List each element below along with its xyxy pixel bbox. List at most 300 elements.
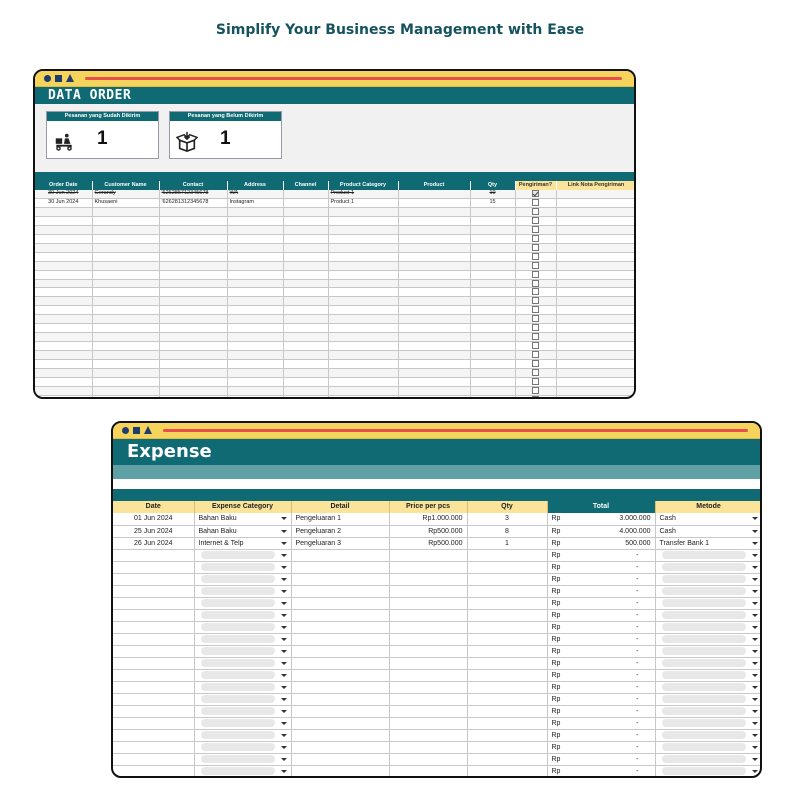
contact-cell[interactable]: '626285712345678 — [159, 190, 227, 198]
order-date-cell[interactable] — [35, 297, 92, 306]
qty-cell[interactable] — [470, 252, 515, 261]
contact-cell[interactable] — [159, 225, 227, 234]
qty-cell[interactable] — [467, 705, 547, 717]
qty-cell[interactable]: 1 — [467, 537, 547, 549]
qty-cell[interactable] — [467, 561, 547, 573]
address-cell[interactable] — [227, 306, 283, 315]
order-date-cell[interactable] — [35, 216, 92, 225]
channel-cell[interactable] — [283, 279, 328, 288]
product-cell[interactable] — [398, 333, 470, 342]
product-cell[interactable] — [398, 216, 470, 225]
method-dropdown[interactable] — [655, 753, 762, 765]
shipped-checkbox[interactable] — [532, 333, 539, 340]
category-cell[interactable]: Product 1 — [328, 190, 398, 198]
link-cell[interactable] — [556, 378, 636, 387]
dropdown-caret-icon[interactable] — [281, 554, 287, 557]
product-cell[interactable] — [398, 270, 470, 279]
link-cell[interactable] — [556, 360, 636, 369]
customer-cell[interactable] — [92, 252, 159, 261]
order-date-cell[interactable]: 30 Jun 2024 — [35, 198, 92, 207]
qty-cell[interactable] — [470, 378, 515, 387]
category-cell[interactable] — [328, 395, 398, 399]
detail-cell[interactable] — [291, 645, 389, 657]
address-cell[interactable] — [227, 234, 283, 243]
contact-cell[interactable] — [159, 378, 227, 387]
qty-cell[interactable]: 3 — [467, 513, 547, 525]
order-date-cell[interactable] — [35, 360, 92, 369]
expense-date-cell[interactable]: 25 Jun 2024 — [113, 525, 194, 537]
price-cell[interactable] — [389, 549, 467, 561]
channel-cell[interactable] — [283, 333, 328, 342]
qty-cell[interactable] — [470, 333, 515, 342]
dropdown-caret-icon[interactable] — [752, 554, 758, 557]
price-cell[interactable] — [389, 561, 467, 573]
detail-cell[interactable] — [291, 765, 389, 777]
expense-category-dropdown[interactable] — [194, 681, 291, 693]
contact-cell[interactable] — [159, 315, 227, 324]
customer-cell[interactable] — [92, 386, 159, 395]
detail-cell[interactable] — [291, 549, 389, 561]
channel-cell[interactable] — [283, 225, 328, 234]
link-cell[interactable] — [556, 207, 636, 216]
address-cell[interactable] — [227, 315, 283, 324]
dropdown-caret-icon[interactable] — [752, 542, 758, 545]
expense-category-dropdown[interactable] — [194, 741, 291, 753]
link-cell[interactable] — [556, 279, 636, 288]
expense-category-dropdown[interactable] — [194, 669, 291, 681]
shipped-checkbox[interactable] — [532, 253, 539, 260]
channel-cell[interactable] — [283, 207, 328, 216]
price-cell[interactable]: Rp1.000.000 — [389, 513, 467, 525]
expense-category-dropdown[interactable] — [194, 597, 291, 609]
method-dropdown[interactable] — [655, 645, 762, 657]
contact-cell[interactable] — [159, 216, 227, 225]
dropdown-caret-icon[interactable] — [281, 722, 287, 725]
order-date-cell[interactable] — [35, 386, 92, 395]
method-dropdown[interactable] — [655, 729, 762, 741]
detail-cell[interactable] — [291, 621, 389, 633]
qty-cell[interactable] — [467, 765, 547, 777]
detail-cell[interactable] — [291, 693, 389, 705]
order-date-cell[interactable] — [35, 288, 92, 297]
product-cell[interactable] — [398, 386, 470, 395]
channel-cell[interactable] — [283, 395, 328, 399]
shipped-checkbox[interactable] — [532, 306, 539, 313]
order-date-cell[interactable] — [35, 369, 92, 378]
channel-cell[interactable] — [283, 288, 328, 297]
dropdown-caret-icon[interactable] — [281, 517, 287, 520]
contact-cell[interactable] — [159, 279, 227, 288]
detail-cell[interactable]: Pengeluaran 3 — [291, 537, 389, 549]
customer-cell[interactable] — [92, 342, 159, 351]
link-cell[interactable] — [556, 297, 636, 306]
contact-cell[interactable] — [159, 342, 227, 351]
price-cell[interactable] — [389, 645, 467, 657]
shipped-checkbox[interactable] — [532, 369, 539, 376]
address-cell[interactable] — [227, 333, 283, 342]
expense-category-dropdown[interactable] — [194, 729, 291, 741]
channel-cell[interactable] — [283, 306, 328, 315]
method-dropdown[interactable] — [655, 765, 762, 777]
qty-cell[interactable] — [470, 207, 515, 216]
link-cell[interactable] — [556, 342, 636, 351]
customer-cell[interactable] — [92, 288, 159, 297]
price-cell[interactable] — [389, 633, 467, 645]
price-cell[interactable] — [389, 693, 467, 705]
qty-cell[interactable] — [470, 324, 515, 333]
category-cell[interactable] — [328, 306, 398, 315]
method-dropdown[interactable] — [655, 657, 762, 669]
shipped-checkbox[interactable] — [532, 199, 539, 206]
qty-cell[interactable] — [470, 315, 515, 324]
dropdown-caret-icon[interactable] — [752, 602, 758, 605]
expense-category-dropdown[interactable] — [194, 645, 291, 657]
contact-cell[interactable] — [159, 207, 227, 216]
order-date-cell[interactable] — [35, 270, 92, 279]
order-date-cell[interactable] — [35, 333, 92, 342]
category-cell[interactable] — [328, 342, 398, 351]
order-date-cell[interactable] — [35, 243, 92, 252]
category-cell[interactable] — [328, 288, 398, 297]
detail-cell[interactable] — [291, 561, 389, 573]
qty-cell[interactable] — [470, 261, 515, 270]
expense-category-dropdown[interactable] — [194, 693, 291, 705]
method-dropdown[interactable] — [655, 585, 762, 597]
channel-cell[interactable] — [283, 360, 328, 369]
contact-cell[interactable] — [159, 297, 227, 306]
product-cell[interactable] — [398, 279, 470, 288]
qty-cell[interactable] — [467, 573, 547, 585]
dropdown-caret-icon[interactable] — [752, 734, 758, 737]
order-date-cell[interactable] — [35, 207, 92, 216]
method-dropdown[interactable] — [655, 693, 762, 705]
qty-cell[interactable] — [470, 234, 515, 243]
expense-category-dropdown[interactable] — [194, 609, 291, 621]
qty-cell[interactable]: 10 — [470, 190, 515, 198]
contact-cell[interactable] — [159, 360, 227, 369]
address-cell[interactable] — [227, 297, 283, 306]
expense-category-dropdown[interactable] — [194, 537, 291, 549]
method-dropdown[interactable] — [655, 705, 762, 717]
contact-cell[interactable] — [159, 324, 227, 333]
dropdown-caret-icon[interactable] — [281, 626, 287, 629]
product-cell[interactable] — [398, 360, 470, 369]
qty-cell[interactable]: 15 — [470, 198, 515, 207]
customer-cell[interactable] — [92, 243, 159, 252]
qty-cell[interactable] — [467, 681, 547, 693]
contact-cell[interactable] — [159, 395, 227, 399]
category-cell[interactable] — [328, 369, 398, 378]
expense-date-cell[interactable] — [113, 585, 194, 597]
link-cell[interactable] — [556, 333, 636, 342]
expense-date-cell[interactable] — [113, 741, 194, 753]
dropdown-caret-icon[interactable] — [281, 530, 287, 533]
expense-date-cell[interactable] — [113, 669, 194, 681]
link-cell[interactable] — [556, 351, 636, 360]
price-cell[interactable] — [389, 621, 467, 633]
method-dropdown[interactable] — [655, 633, 762, 645]
contact-cell[interactable] — [159, 252, 227, 261]
dropdown-caret-icon[interactable] — [281, 662, 287, 665]
contact-cell[interactable] — [159, 261, 227, 270]
method-dropdown[interactable] — [655, 621, 762, 633]
qty-cell[interactable] — [470, 270, 515, 279]
detail-cell[interactable] — [291, 633, 389, 645]
qty-cell[interactable] — [470, 297, 515, 306]
shipped-checkbox[interactable] — [532, 244, 539, 251]
detail-cell[interactable] — [291, 705, 389, 717]
expense-date-cell[interactable] — [113, 621, 194, 633]
product-cell[interactable] — [398, 207, 470, 216]
price-cell[interactable] — [389, 729, 467, 741]
product-cell[interactable] — [398, 288, 470, 297]
detail-cell[interactable] — [291, 729, 389, 741]
order-date-cell[interactable]: 30 Jun 2024 — [35, 190, 92, 198]
product-cell[interactable] — [398, 342, 470, 351]
link-cell[interactable] — [556, 270, 636, 279]
contact-cell[interactable] — [159, 333, 227, 342]
dropdown-caret-icon[interactable] — [752, 626, 758, 629]
shipped-checkbox[interactable] — [532, 297, 539, 304]
category-cell[interactable] — [328, 333, 398, 342]
expense-date-cell[interactable] — [113, 693, 194, 705]
qty-cell[interactable] — [470, 360, 515, 369]
detail-cell[interactable] — [291, 573, 389, 585]
dropdown-caret-icon[interactable] — [752, 674, 758, 677]
link-cell[interactable] — [556, 216, 636, 225]
dropdown-caret-icon[interactable] — [281, 758, 287, 761]
detail-cell[interactable] — [291, 669, 389, 681]
shipped-checkbox[interactable] — [532, 360, 539, 367]
dropdown-caret-icon[interactable] — [752, 650, 758, 653]
channel-cell[interactable] — [283, 386, 328, 395]
detail-cell[interactable] — [291, 717, 389, 729]
qty-cell[interactable] — [470, 216, 515, 225]
category-cell[interactable]: Product 1 — [328, 198, 398, 207]
qty-cell[interactable] — [470, 342, 515, 351]
link-cell[interactable] — [556, 369, 636, 378]
order-date-cell[interactable] — [35, 261, 92, 270]
expense-date-cell[interactable] — [113, 705, 194, 717]
price-cell[interactable] — [389, 705, 467, 717]
address-cell[interactable] — [227, 243, 283, 252]
shipped-checkbox[interactable] — [532, 226, 539, 233]
shipped-checkbox[interactable] — [532, 324, 539, 331]
link-cell[interactable] — [556, 198, 636, 207]
link-cell[interactable] — [556, 324, 636, 333]
address-cell[interactable] — [227, 386, 283, 395]
expense-date-cell[interactable] — [113, 729, 194, 741]
detail-cell[interactable]: Pengeluaran 1 — [291, 513, 389, 525]
address-cell[interactable] — [227, 216, 283, 225]
expense-date-cell[interactable] — [113, 657, 194, 669]
dropdown-caret-icon[interactable] — [752, 638, 758, 641]
dropdown-caret-icon[interactable] — [752, 578, 758, 581]
address-cell[interactable] — [227, 395, 283, 399]
product-cell[interactable] — [398, 378, 470, 387]
channel-cell[interactable] — [283, 243, 328, 252]
dropdown-caret-icon[interactable] — [752, 590, 758, 593]
qty-cell[interactable] — [467, 597, 547, 609]
customer-cell[interactable] — [92, 324, 159, 333]
expense-date-cell[interactable] — [113, 717, 194, 729]
price-cell[interactable] — [389, 765, 467, 777]
expense-date-cell[interactable] — [113, 549, 194, 561]
product-cell[interactable] — [398, 198, 470, 207]
product-cell[interactable] — [398, 315, 470, 324]
address-cell[interactable] — [227, 252, 283, 261]
address-cell[interactable] — [227, 378, 283, 387]
shipped-checkbox[interactable] — [532, 271, 539, 278]
qty-cell[interactable] — [467, 693, 547, 705]
channel-cell[interactable] — [283, 324, 328, 333]
category-cell[interactable] — [328, 378, 398, 387]
address-cell[interactable]: WA — [227, 190, 283, 198]
qty-cell[interactable] — [467, 753, 547, 765]
shipped-checkbox[interactable] — [532, 378, 539, 385]
customer-cell[interactable]: Gerandy — [92, 190, 159, 198]
product-cell[interactable] — [398, 306, 470, 315]
method-dropdown[interactable] — [655, 717, 762, 729]
method-dropdown[interactable] — [655, 741, 762, 753]
shipped-checkbox[interactable] — [532, 315, 539, 322]
address-cell[interactable] — [227, 369, 283, 378]
contact-cell[interactable] — [159, 288, 227, 297]
customer-cell[interactable] — [92, 279, 159, 288]
customer-cell[interactable] — [92, 216, 159, 225]
channel-cell[interactable] — [283, 190, 328, 198]
category-cell[interactable] — [328, 216, 398, 225]
dropdown-caret-icon[interactable] — [281, 542, 287, 545]
expense-category-dropdown[interactable] — [194, 525, 291, 537]
address-cell[interactable] — [227, 279, 283, 288]
link-cell[interactable] — [556, 306, 636, 315]
shipped-checkbox[interactable] — [532, 396, 539, 399]
price-cell[interactable] — [389, 609, 467, 621]
expense-category-dropdown[interactable] — [194, 657, 291, 669]
contact-cell[interactable] — [159, 351, 227, 360]
shipped-checkbox[interactable] — [532, 280, 539, 287]
category-cell[interactable] — [328, 324, 398, 333]
customer-cell[interactable] — [92, 315, 159, 324]
dropdown-caret-icon[interactable] — [281, 770, 287, 773]
dropdown-caret-icon[interactable] — [281, 590, 287, 593]
product-cell[interactable] — [398, 234, 470, 243]
qty-cell[interactable] — [470, 386, 515, 395]
shipped-checkbox[interactable] — [532, 190, 539, 197]
customer-cell[interactable] — [92, 360, 159, 369]
method-dropdown[interactable] — [655, 549, 762, 561]
channel-cell[interactable] — [283, 297, 328, 306]
address-cell[interactable] — [227, 351, 283, 360]
address-cell[interactable] — [227, 324, 283, 333]
dropdown-caret-icon[interactable] — [281, 674, 287, 677]
qty-cell[interactable] — [467, 741, 547, 753]
detail-cell[interactable] — [291, 741, 389, 753]
order-date-cell[interactable] — [35, 324, 92, 333]
shipped-checkbox[interactable] — [532, 262, 539, 269]
detail-cell[interactable] — [291, 597, 389, 609]
customer-cell[interactable] — [92, 333, 159, 342]
expense-date-cell[interactable] — [113, 633, 194, 645]
address-cell[interactable] — [227, 288, 283, 297]
qty-cell[interactable] — [470, 369, 515, 378]
expense-category-dropdown[interactable] — [194, 705, 291, 717]
expense-date-cell[interactable] — [113, 753, 194, 765]
expense-date-cell[interactable]: 26 Jun 2024 — [113, 537, 194, 549]
qty-cell[interactable] — [467, 657, 547, 669]
qty-cell[interactable] — [467, 717, 547, 729]
customer-cell[interactable] — [92, 297, 159, 306]
contact-cell[interactable] — [159, 306, 227, 315]
shipped-checkbox[interactable] — [532, 342, 539, 349]
price-cell[interactable] — [389, 753, 467, 765]
qty-cell[interactable] — [467, 585, 547, 597]
expense-category-dropdown[interactable] — [194, 585, 291, 597]
customer-cell[interactable] — [92, 395, 159, 399]
product-cell[interactable] — [398, 252, 470, 261]
link-cell[interactable] — [556, 225, 636, 234]
expense-category-dropdown[interactable] — [194, 513, 291, 525]
dropdown-caret-icon[interactable] — [752, 517, 758, 520]
product-cell[interactable] — [398, 324, 470, 333]
dropdown-caret-icon[interactable] — [281, 698, 287, 701]
category-cell[interactable] — [328, 386, 398, 395]
method-dropdown[interactable] — [655, 537, 762, 549]
method-dropdown[interactable] — [655, 669, 762, 681]
expense-category-dropdown[interactable] — [194, 621, 291, 633]
channel-cell[interactable] — [283, 369, 328, 378]
price-cell[interactable]: Rp500.000 — [389, 525, 467, 537]
dropdown-caret-icon[interactable] — [752, 698, 758, 701]
dropdown-caret-icon[interactable] — [752, 530, 758, 533]
category-cell[interactable] — [328, 225, 398, 234]
price-cell[interactable]: Rp500.000 — [389, 537, 467, 549]
link-cell[interactable] — [556, 288, 636, 297]
expense-date-cell[interactable] — [113, 765, 194, 777]
method-dropdown[interactable] — [655, 561, 762, 573]
category-cell[interactable] — [328, 360, 398, 369]
expense-date-cell[interactable] — [113, 573, 194, 585]
shipped-checkbox[interactable] — [532, 217, 539, 224]
link-cell[interactable] — [556, 243, 636, 252]
price-cell[interactable] — [389, 669, 467, 681]
product-cell[interactable] — [398, 369, 470, 378]
dropdown-caret-icon[interactable] — [281, 602, 287, 605]
detail-cell[interactable] — [291, 585, 389, 597]
address-cell[interactable] — [227, 342, 283, 351]
category-cell[interactable] — [328, 351, 398, 360]
detail-cell[interactable] — [291, 609, 389, 621]
expense-category-dropdown[interactable] — [194, 573, 291, 585]
dropdown-caret-icon[interactable] — [281, 566, 287, 569]
qty-cell[interactable] — [467, 645, 547, 657]
qty-cell[interactable] — [470, 395, 515, 399]
dropdown-caret-icon[interactable] — [752, 710, 758, 713]
dropdown-caret-icon[interactable] — [752, 614, 758, 617]
expense-date-cell[interactable]: 01 Jun 2024 — [113, 513, 194, 525]
address-cell[interactable] — [227, 207, 283, 216]
expense-date-cell[interactable] — [113, 561, 194, 573]
customer-cell[interactable] — [92, 351, 159, 360]
qty-cell[interactable] — [467, 669, 547, 681]
contact-cell[interactable] — [159, 234, 227, 243]
order-date-cell[interactable] — [35, 378, 92, 387]
detail-cell[interactable] — [291, 657, 389, 669]
qty-cell[interactable]: 8 — [467, 525, 547, 537]
expense-category-dropdown[interactable] — [194, 633, 291, 645]
contact-cell[interactable] — [159, 270, 227, 279]
